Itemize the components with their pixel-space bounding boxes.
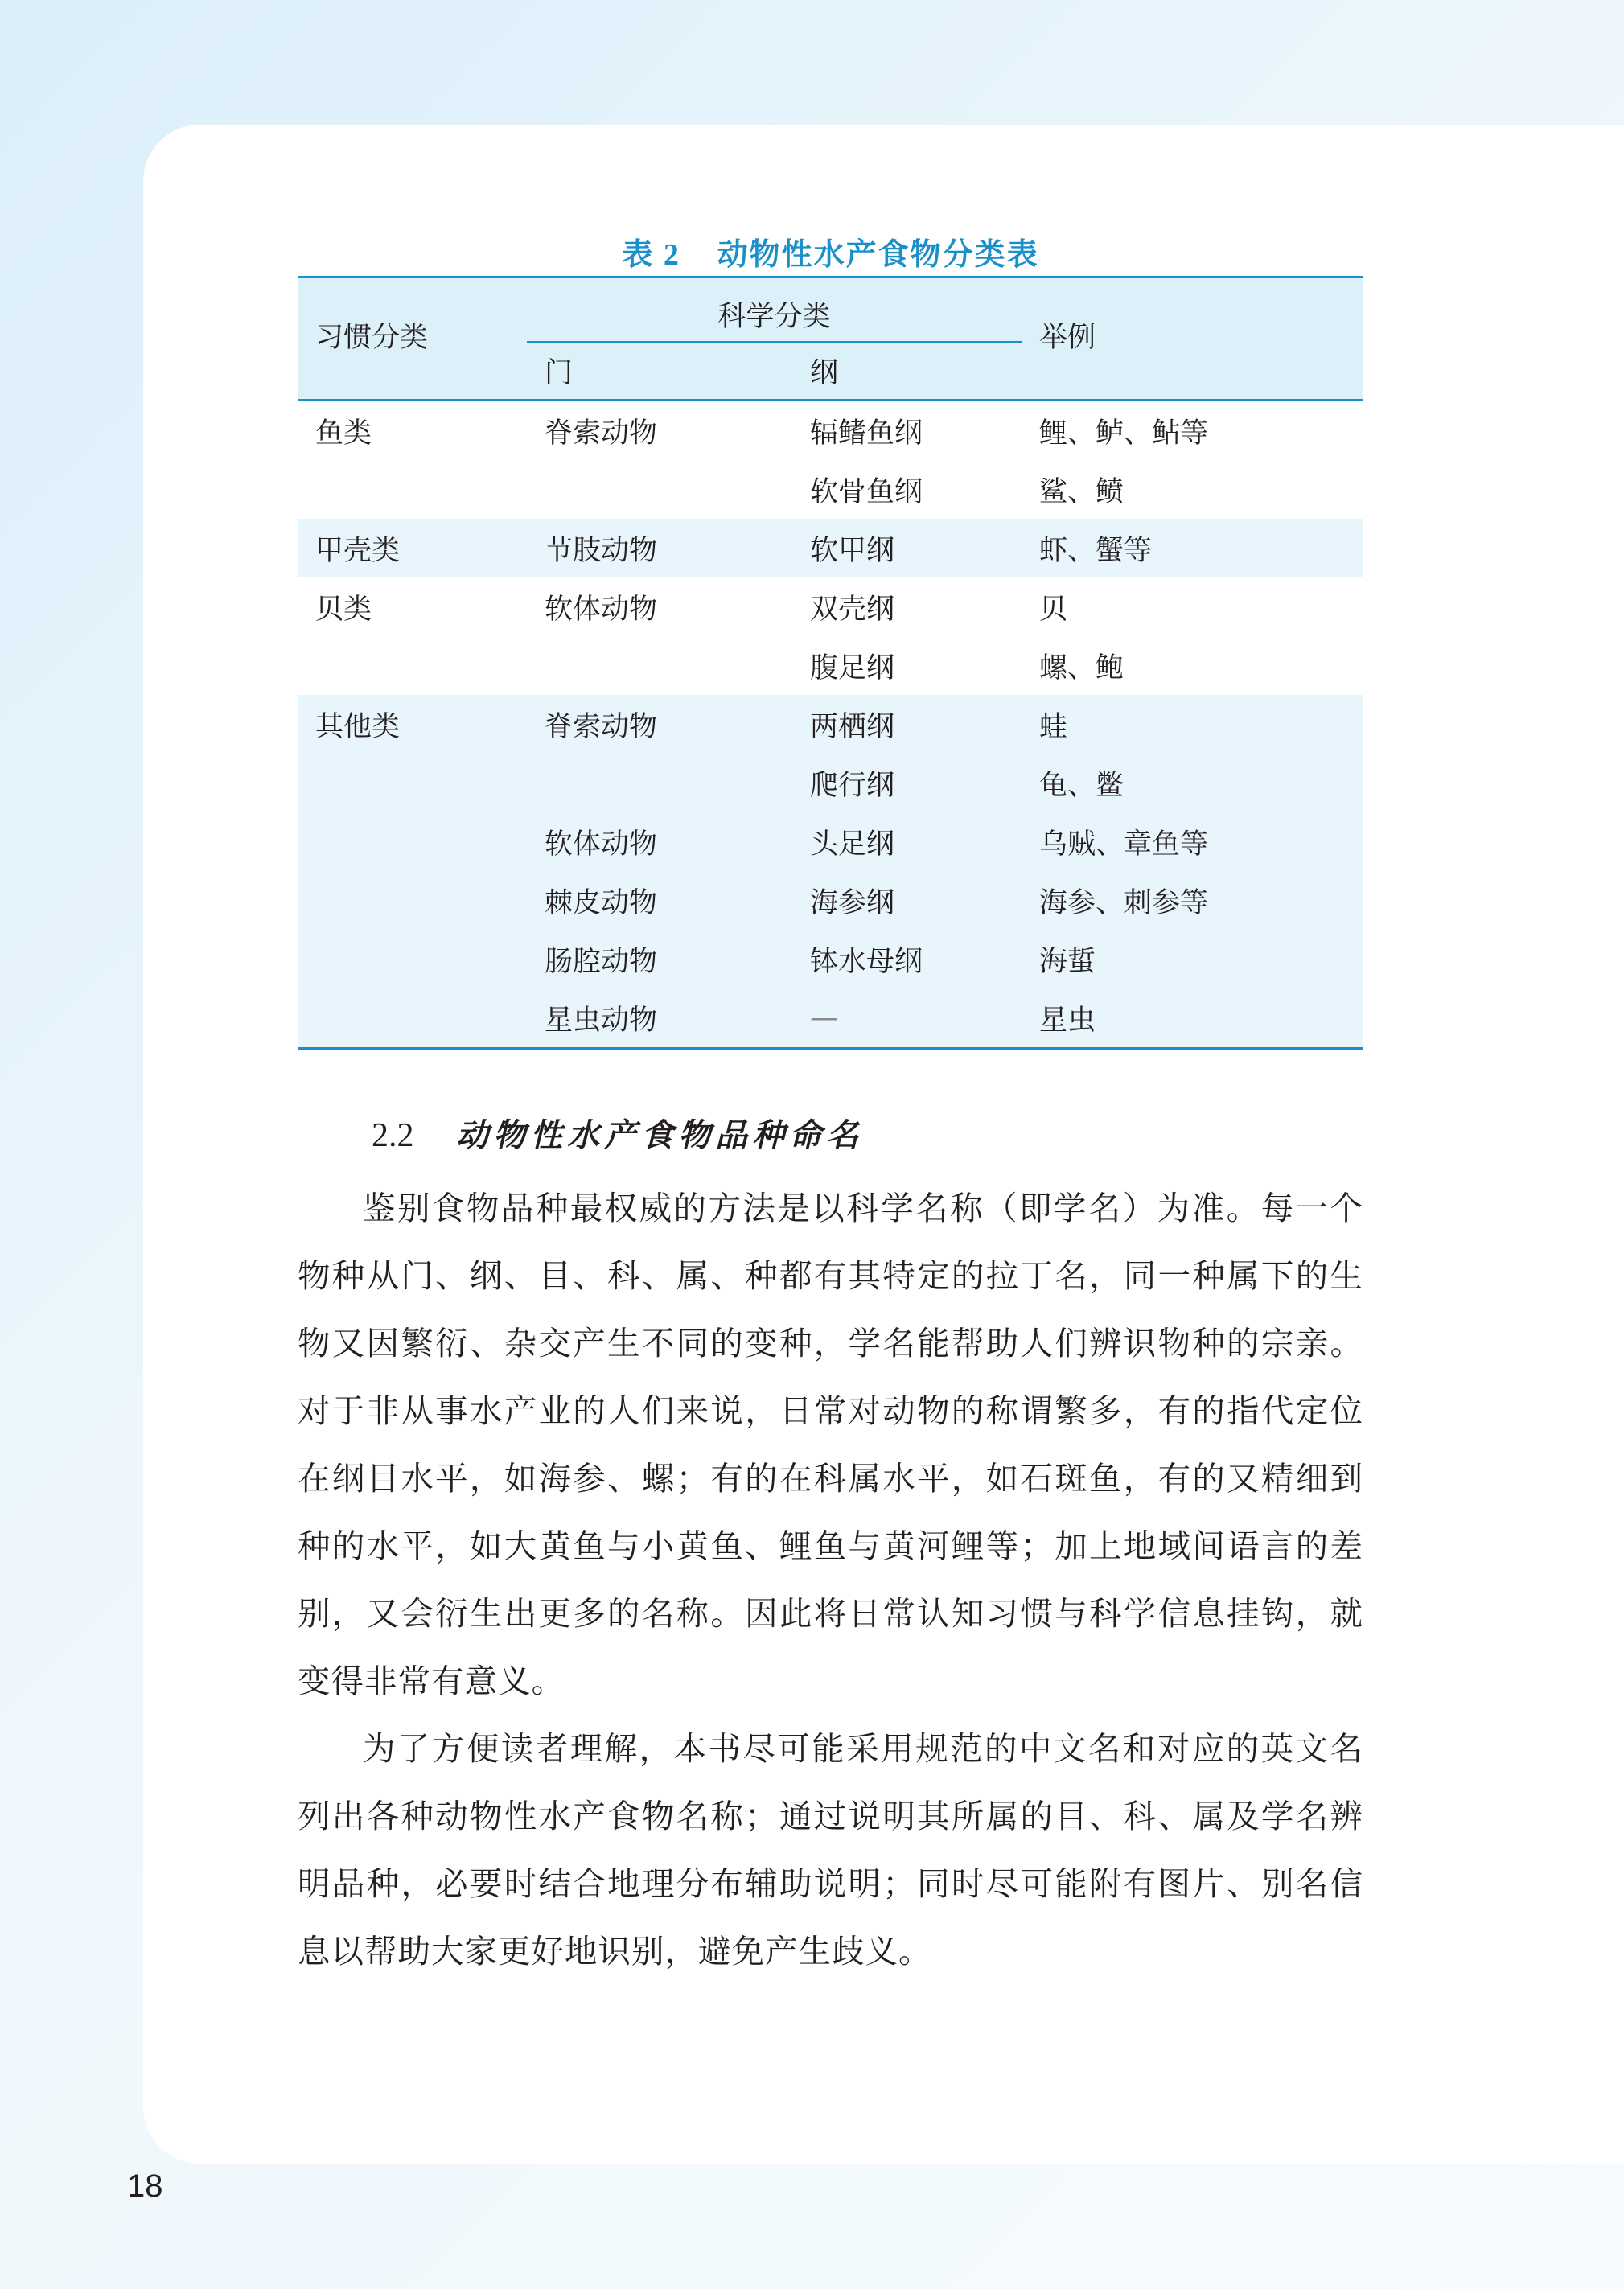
cell-phylum: 软体动物: [545, 593, 658, 626]
table-row: [298, 695, 1363, 754]
table-caption-number: 表 2: [622, 238, 680, 272]
cell-class: 腹足纲: [810, 651, 895, 684]
cell-phylum: 星虫动物: [527, 988, 792, 1049]
cell-class: —: [792, 988, 1022, 1049]
cell-habit: [298, 871, 527, 930]
paragraph: 为了方便读者理解，本书尽可能采用规范的中文名和对应的英文名列出各种动物性水产食物名称；通过说明其所属的目、科、属及学名辨明品种，必要时结合地理分布辅助说明；同时尽可能附有图片、别名信息以帮助大家更好地识别，避免产生歧义。: [298, 1729, 1363, 1971]
table-row: [298, 636, 1363, 695]
table-row: [298, 754, 1363, 812]
paragraph: 鉴别食物品种最权威的方法是以科学名称（即学名）为准。每一个物种从门、纲、目、科、属、种都有其特定的拉丁名，同一种属下的生物又因繁衍、杂交产生不同的变种，学名能帮助人们辨识物种的宗亲。对于非从事水产业的人们来说，日常对动物的称谓繁多，有的指代定位在纲目水平，如海参、螺；有的在科属水平，如石斑鱼，有的又精细到种的水平，如大黄鱼与小黄鱼、鲤鱼与黄河鲤等；加上地域间语言的差别，又会衍生出更多的名称。因此将日常认知习惯与科学信息挂钩，就变得非常有意义。: [298, 1189, 1363, 1700]
table-caption-title: 动物性水产食物分类表: [717, 236, 1039, 272]
table-row: [298, 401, 1363, 461]
body-text: [298, 1174, 1363, 1985]
cell-example: 螺、鲍: [1039, 651, 1124, 684]
cell-habit: 贝类: [315, 593, 372, 626]
header-class: 纲: [792, 342, 1022, 401]
cell-example: 蛙: [1022, 695, 1363, 754]
cell-habit: [298, 812, 527, 871]
section-title: 动物性水产食物品种命名: [456, 1116, 864, 1154]
cell-class: 爬行纲: [792, 754, 1022, 812]
page-number: 18: [127, 2168, 163, 2204]
header-phylum: 门: [527, 342, 792, 401]
cell-class: 双壳纲: [810, 593, 895, 626]
cell-habit: 鱼类: [315, 417, 372, 450]
table-row: [298, 930, 1363, 988]
cell-phylum: 肠腔动物: [527, 930, 792, 988]
cell-habit: [298, 988, 527, 1049]
table-row: [298, 460, 1363, 519]
cell-class: 头足纲: [792, 812, 1022, 871]
cell-example: 鲨、鲼: [1039, 475, 1124, 508]
cell-habit: 其他类: [298, 695, 527, 754]
cell-phylum: [527, 460, 792, 519]
cell-phylum: 节肢动物: [527, 519, 792, 577]
cell-phylum: [527, 754, 792, 812]
cell-class: 两栖纲: [792, 695, 1022, 754]
cell-phylum: 棘皮动物: [527, 871, 792, 930]
cell-example: 海蜇: [1022, 930, 1363, 988]
cell-phylum: [527, 636, 792, 695]
table-row: [298, 871, 1363, 930]
classification-table: [298, 276, 1363, 1050]
cell-phylum: 脊索动物: [527, 695, 792, 754]
header-science: 科学分类: [527, 277, 1022, 343]
section-heading: [372, 1110, 863, 1156]
cell-habit: [298, 460, 527, 519]
cell-phylum: 软体动物: [527, 812, 792, 871]
header-habit: 习惯分类: [298, 277, 527, 401]
cell-example: 鲤、鲈、鲇等: [1039, 417, 1209, 450]
cell-class: 软甲纲: [792, 519, 1022, 577]
cell-class: 海参纲: [792, 871, 1022, 930]
cell-habit: [298, 754, 527, 812]
cell-class: 辐鳍鱼纲: [810, 417, 923, 450]
cell-habit: 甲壳类: [298, 519, 527, 577]
cell-class: 软骨鱼纲: [810, 475, 923, 508]
section-number: 2.2: [372, 1117, 414, 1154]
cell-example: 星虫: [1022, 988, 1363, 1049]
table-caption: [298, 229, 1363, 273]
table-row: [298, 812, 1363, 871]
table-row: [298, 988, 1363, 1049]
header-example: 举例: [1022, 277, 1363, 401]
cell-example: 海参、刺参等: [1022, 871, 1363, 930]
cell-example: 虾、蟹等: [1022, 519, 1363, 577]
table-row: [298, 519, 1363, 577]
cell-example: 贝: [1039, 593, 1068, 626]
cell-example: 龟、鳖: [1022, 754, 1363, 812]
cell-habit: [298, 930, 527, 988]
cell-class: 钵水母纲: [792, 930, 1022, 988]
cell-phylum: 脊索动物: [545, 417, 658, 450]
cell-example: 乌贼、章鱼等: [1022, 812, 1363, 871]
cell-habit: [298, 636, 527, 695]
table-row: [298, 577, 1363, 636]
